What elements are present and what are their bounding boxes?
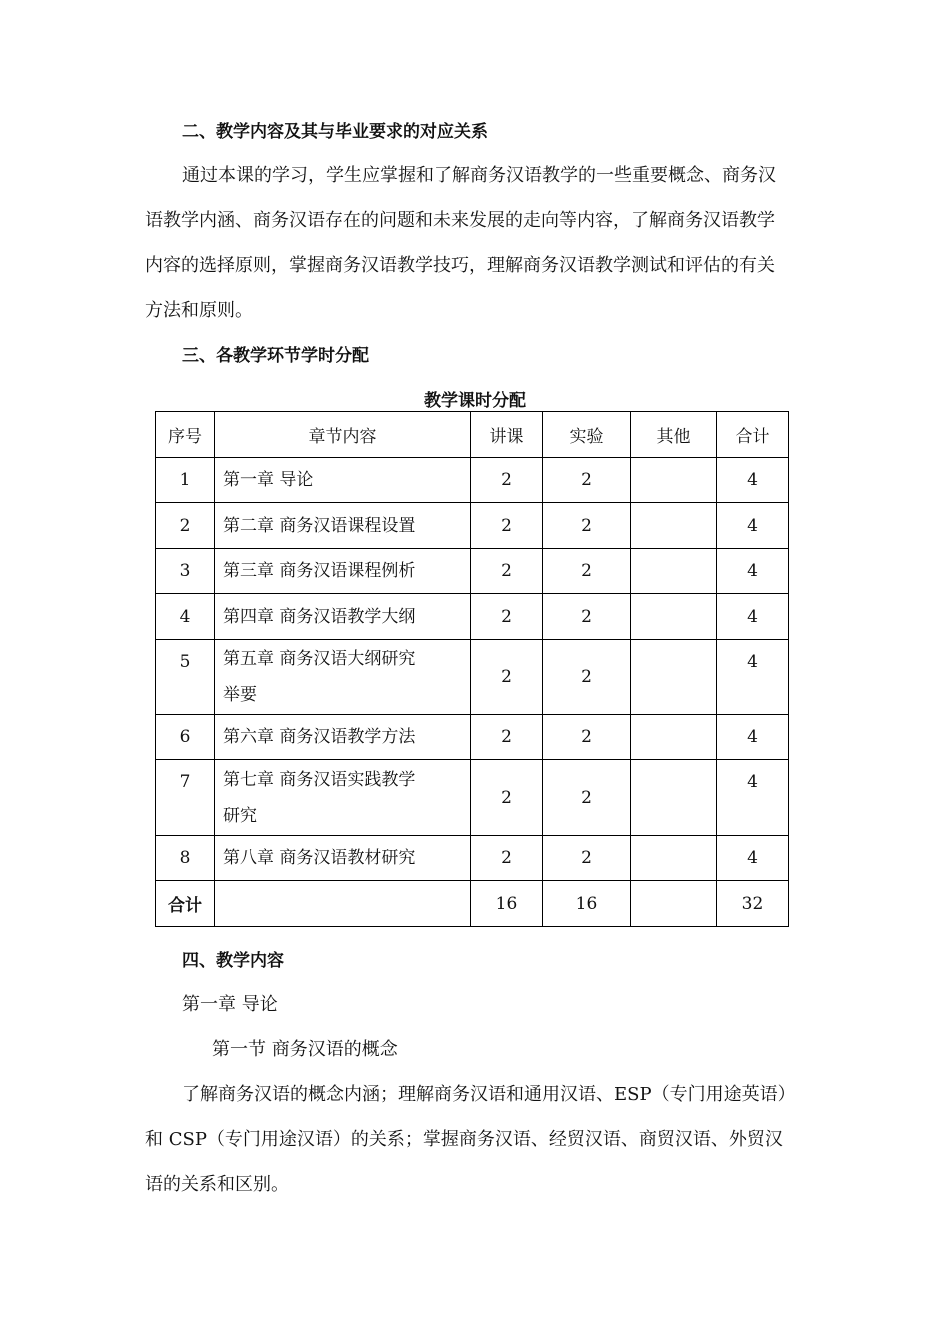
row-number: 5: [156, 640, 215, 715]
lab-hours: 2: [543, 503, 631, 549]
chapter-content: 第八章 商务汉语教材研究: [215, 836, 471, 881]
lecture-hours: 2: [471, 715, 543, 760]
section4-paragraph-line: 和 CSP（专门用途汉语）的关系；掌握商务汉语、经贸汉语、商贸汉语、外贸汉: [145, 1129, 783, 1150]
table-row: [156, 836, 789, 881]
chapter-content-line: 举要: [223, 685, 257, 705]
total-label: 合计: [156, 881, 215, 927]
table-row: [156, 760, 789, 836]
section4-paragraph-line: 了解商务汉语的概念内涵；理解商务汉语和通用汉语、ESP（专门用途英语）: [182, 1084, 796, 1105]
lab-hours: 2: [543, 715, 631, 760]
other-hours: [631, 760, 717, 836]
section3-heading: 三、各教学环节学时分配: [182, 346, 369, 366]
total-hours: 4: [717, 458, 789, 503]
header-cell: 实验: [543, 412, 631, 458]
hours-allocation-table: [155, 411, 789, 927]
chapter-content: [215, 760, 471, 836]
other-hours: [631, 715, 717, 760]
row-number: 1: [156, 458, 215, 503]
chapter-content-line: 研究: [223, 805, 257, 826]
chapter-content: 第二章 商务汉语课程设置: [215, 503, 471, 549]
other-hours: [631, 549, 717, 594]
chapter-content-line: 第七章 商务汉语实践教学: [223, 769, 416, 790]
header-cell: 章节内容: [215, 412, 471, 458]
lecture-hours: 2: [471, 836, 543, 881]
other-hours: [631, 640, 717, 715]
table-row: [156, 640, 789, 715]
header-cell: 讲课: [471, 412, 543, 458]
header-cell: 合计: [717, 412, 789, 458]
header-cell: 序号: [156, 412, 215, 458]
section2-paragraph-line: 内容的选择原则，掌握商务汉语教学技巧，理解商务汉语教学测试和评估的有关: [145, 255, 775, 276]
section2-paragraph-line: 通过本课的学习，学生应掌握和了解商务汉语教学的一些重要概念、商务汉: [182, 165, 776, 186]
chapter-content-line: 第五章 商务汉语大纲研究: [223, 649, 416, 669]
section2-heading: 二、教学内容及其与毕业要求的对应关系: [182, 122, 488, 142]
chapter-content: 第四章 商务汉语教学大纲: [215, 594, 471, 640]
chapter-title: 第一章 导论: [182, 994, 278, 1015]
section4-heading: 四、教学内容: [182, 951, 284, 971]
table-total-row: [156, 881, 789, 927]
section-title: 第一节 商务汉语的概念: [212, 1039, 398, 1060]
total-lecture-hours: 16: [471, 881, 543, 927]
total-hours: 4: [717, 836, 789, 881]
row-number: 7: [156, 760, 215, 836]
row-number: 6: [156, 715, 215, 760]
row-number: 4: [156, 594, 215, 640]
chapter-content: 第三章 商务汉语课程例析: [215, 549, 471, 594]
chapter-content: 第一章 导论: [215, 458, 471, 503]
lecture-hours: 2: [471, 549, 543, 594]
row-number: 2: [156, 503, 215, 549]
section2-paragraph-line: 方法和原则。: [145, 300, 253, 321]
lecture-hours: 2: [471, 594, 543, 640]
lecture-hours: 2: [471, 760, 543, 836]
table-row: [156, 458, 789, 503]
lecture-hours: 2: [471, 503, 543, 549]
row-number: 8: [156, 836, 215, 881]
lab-hours: 2: [543, 458, 631, 503]
lab-hours: 2: [543, 549, 631, 594]
total-other-hours: [631, 881, 717, 927]
table-header-row: [156, 412, 789, 458]
chapter-content: [215, 640, 471, 715]
table-title: 教学课时分配: [424, 391, 526, 411]
grand-total-hours: 32: [717, 881, 789, 927]
table-row: [156, 503, 789, 549]
lecture-hours: 2: [471, 458, 543, 503]
total-hours: 4: [717, 715, 789, 760]
section2-paragraph-line: 语教学内涵、商务汉语存在的问题和未来发展的走向等内容，了解商务汉语教学: [145, 210, 775, 231]
total-hours: 4: [717, 760, 789, 836]
table-row: [156, 594, 789, 640]
section4-paragraph-line: 语的关系和区别。: [145, 1174, 289, 1195]
lab-hours: 2: [543, 594, 631, 640]
chapter-content: 第六章 商务汉语教学方法: [215, 715, 471, 760]
other-hours: [631, 594, 717, 640]
lecture-hours: 2: [471, 640, 543, 715]
total-lab-hours: 16: [543, 881, 631, 927]
other-hours: [631, 458, 717, 503]
table-row: [156, 715, 789, 760]
table-row: [156, 549, 789, 594]
row-number: 3: [156, 549, 215, 594]
total-hours: 4: [717, 640, 789, 715]
lab-hours: 2: [543, 836, 631, 881]
other-hours: [631, 503, 717, 549]
lab-hours: 2: [543, 640, 631, 715]
total-hours: 4: [717, 594, 789, 640]
lab-hours: 2: [543, 760, 631, 836]
total-hours: 4: [717, 503, 789, 549]
other-hours: [631, 836, 717, 881]
total-hours: 4: [717, 549, 789, 594]
total-content: [215, 881, 471, 927]
header-cell: 其他: [631, 412, 717, 458]
